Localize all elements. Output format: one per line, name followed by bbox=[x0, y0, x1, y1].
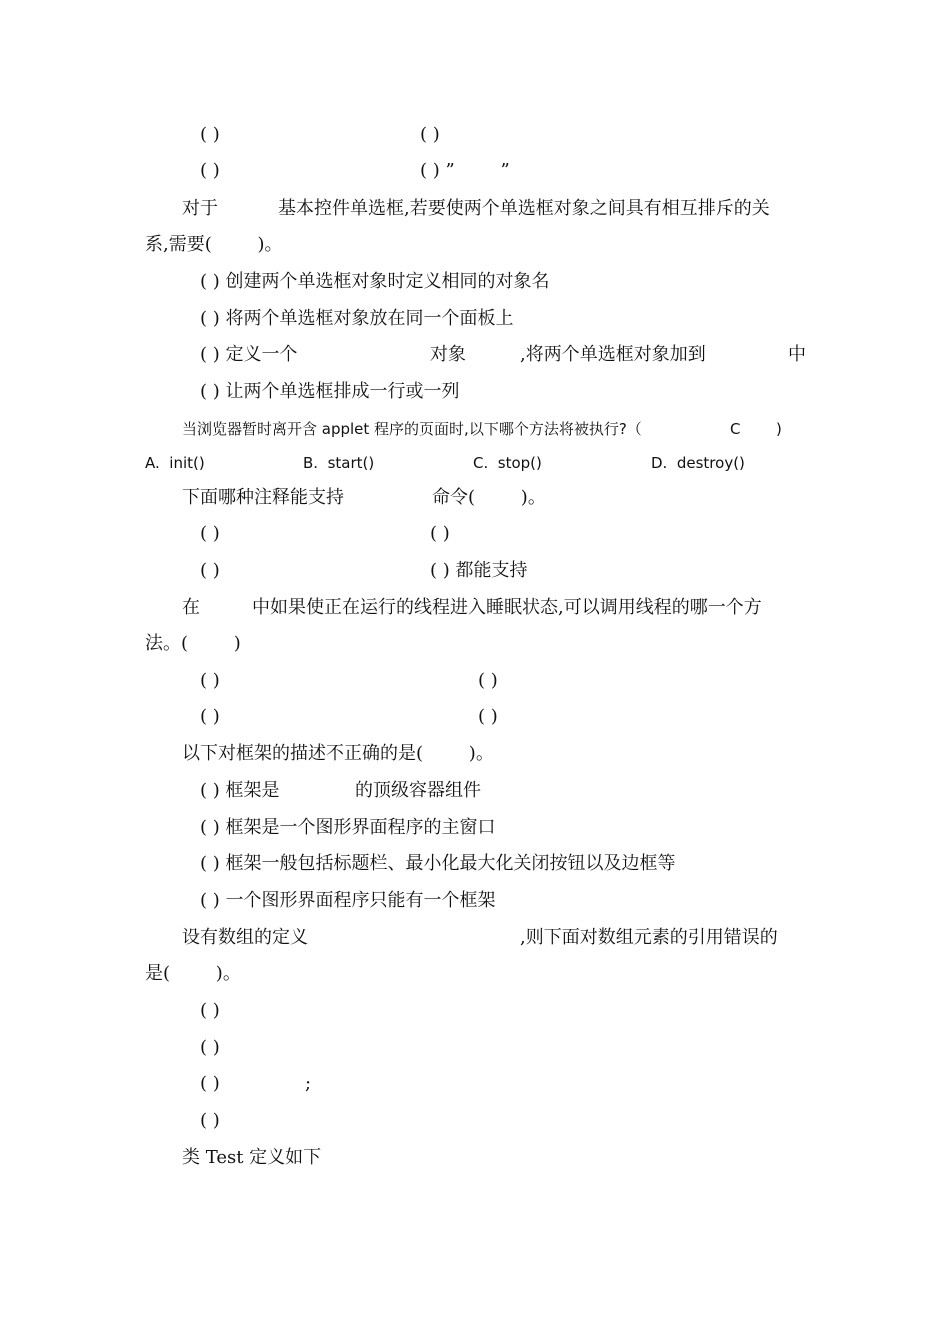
question-text: 中如果使正在运行的线程进入睡眠状态,可以调用线程的哪一个方 bbox=[252, 597, 762, 618]
option-line: ( ) bbox=[200, 523, 220, 544]
option-line: ( ) bbox=[200, 1110, 220, 1131]
question-text: ) bbox=[776, 420, 782, 438]
option-line: ( ) 定义一个 bbox=[200, 344, 298, 365]
question-text: 命令( )。 bbox=[432, 487, 546, 508]
answer-text: C bbox=[730, 420, 741, 438]
option-line: 对象 bbox=[430, 344, 466, 365]
option-line: ( ) 将两个单选框对象放在同一个面板上 bbox=[200, 308, 514, 329]
question-text: 法。( ) bbox=[145, 633, 241, 654]
question-text: 当浏览器暂时离开含 applet 程序的页面时,以下哪个方法将被执行?（ bbox=[182, 420, 642, 438]
option-line: ( ) bbox=[200, 706, 220, 727]
option-line: C. stop() bbox=[473, 454, 542, 472]
option-line: ( ) bbox=[200, 160, 220, 181]
option-line: ( ) 让两个单选框排成一行或一列 bbox=[200, 381, 460, 402]
question-text: 系,需要( )。 bbox=[145, 234, 283, 255]
option-line: ( ) 都能支持 bbox=[430, 560, 528, 581]
question-text: 以下对框架的描述不正确的是( )。 bbox=[182, 743, 494, 764]
option-line: ( ) bbox=[478, 670, 498, 691]
question-text: 对于 bbox=[182, 198, 218, 219]
option-line: ( ) bbox=[200, 670, 220, 691]
option-line: ( ) bbox=[200, 124, 220, 145]
option-line: D. destroy() bbox=[651, 454, 745, 472]
option-line: ( ) bbox=[478, 706, 498, 727]
option-line: ( ) 框架是一个图形界面程序的主窗口 bbox=[200, 817, 496, 838]
option-line: A. init() bbox=[145, 454, 205, 472]
question-text: 在 bbox=[182, 597, 200, 618]
option-line: ( ) 创建两个单选框对象时定义相同的对象名 bbox=[200, 271, 550, 292]
option-line: ; bbox=[305, 1073, 312, 1094]
option-line: ( ) 框架是 bbox=[200, 780, 280, 801]
question-text: 类 Test 定义如下 bbox=[182, 1147, 322, 1168]
question-text: 基本控件单选框,若要使两个单选框对象之间具有相互排斥的关 bbox=[278, 198, 770, 219]
option-line: 的顶级容器组件 bbox=[355, 780, 481, 801]
question-text: 下面哪种注释能支持 bbox=[182, 487, 344, 508]
option-line: 中 bbox=[788, 344, 806, 365]
option-line: ( ) bbox=[200, 1000, 220, 1021]
option-line: ( ) bbox=[430, 523, 450, 544]
question-text: 是( )。 bbox=[145, 963, 241, 984]
question-text: ,则下面对数组元素的引用错误的 bbox=[520, 927, 778, 948]
option-line: ( ) bbox=[420, 124, 440, 145]
option-line: ( ) bbox=[200, 560, 220, 581]
option-line: ( ) bbox=[200, 1073, 220, 1094]
option-line: ( ) 一个图形界面程序只能有一个框架 bbox=[200, 890, 496, 911]
option-line: ( ) ” ” bbox=[420, 160, 510, 181]
option-line: ( ) 框架一般包括标题栏、最小化最大化关闭按钮以及边框等 bbox=[200, 853, 676, 874]
option-line: B. start() bbox=[303, 454, 375, 472]
option-line: ,将两个单选框对象加到 bbox=[520, 344, 706, 365]
question-text: 设有数组的定义 bbox=[182, 927, 308, 948]
option-line: ( ) bbox=[200, 1037, 220, 1058]
